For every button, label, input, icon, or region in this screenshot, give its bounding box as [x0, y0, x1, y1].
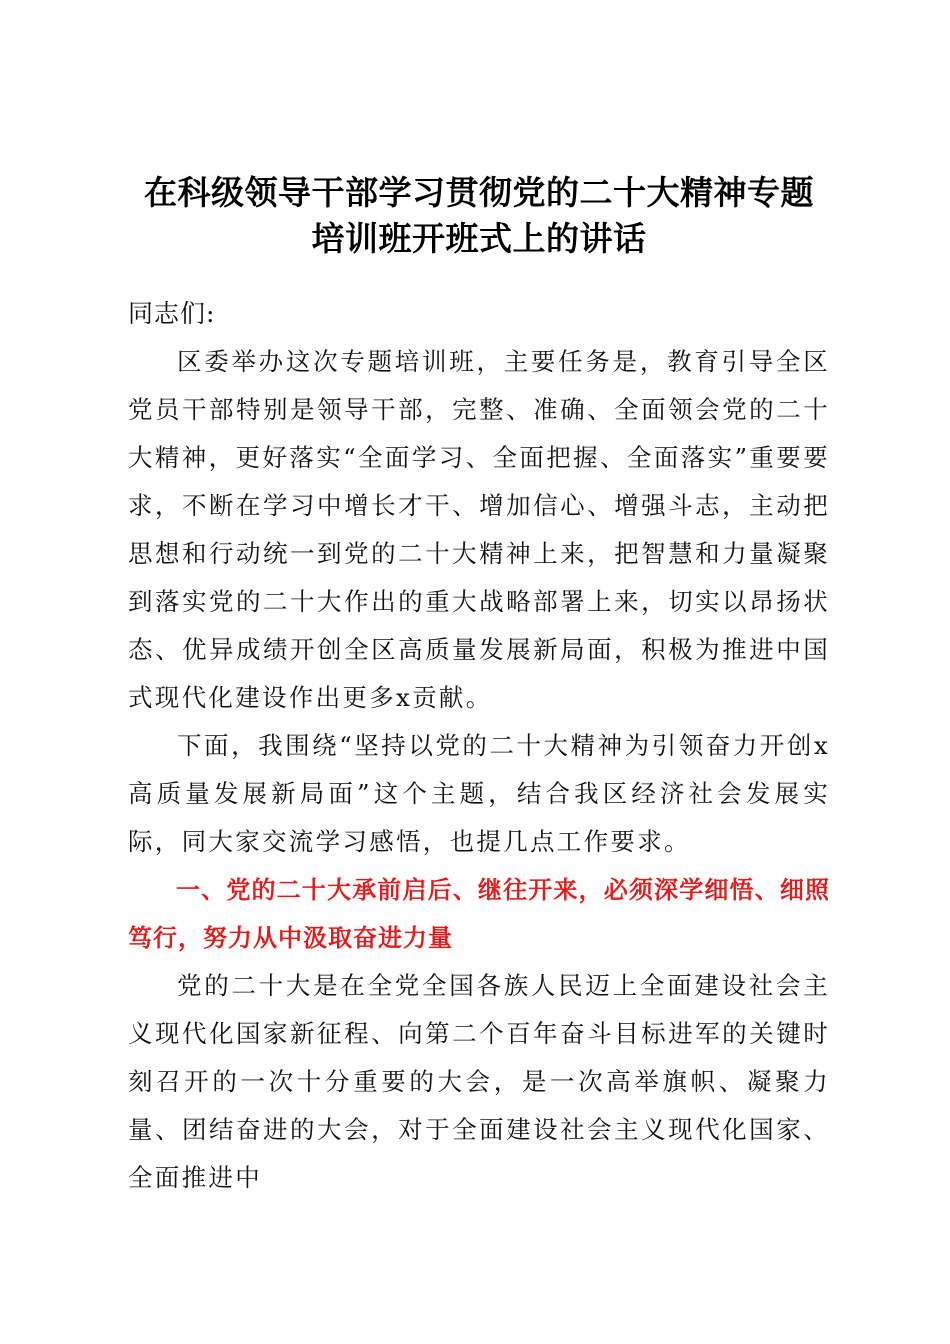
salutation: 同志们: — [128, 299, 216, 328]
document-page — [128, 170, 830, 1202]
title-line-1: 在科级领导干部学习贯彻党的二十大精神专题 — [144, 173, 814, 212]
section-paragraph-1: 党的二十大是在全党全国各族人民迈上全面建设社会主义现代化国家新征程、向第二个百年奋斗目标进军的关键时刻召开的一次十分重要的大会，是一次高举旗帜、凝聚力量、团结奋进的大会，对于全面建设社会主义现代化国家、全面推进中 — [128, 971, 830, 1192]
document-title — [128, 170, 830, 262]
body-paragraph-1: 区委举办这次专题培训班，主要任务是，教育引导全区党员干部特别是领导干部，完整、准确、全面领会党的二十大精神，更好落实“全面学习、全面把握、全面落实”重要要求，不断在学习中增长才干、增加信心、增强斗志，主动把思想和行动统一到党的二十大精神上来，把智慧和力量凝聚到落实党的二十大作出的重大战略部署上来，切实以昂扬状态、优异成绩开创全区高质量发展新局面，积极为推进中国式现代化建设作出更多x贡献。 — [128, 347, 830, 712]
body-paragraph-2: 下面，我围绕“坚持以党的二十大精神为引领奋力开创x高质量发展新局面”这个主题，结合我区经济社会发展实际，同大家交流学习感悟，也提几点工作要求。 — [128, 731, 830, 856]
section-heading-1: 一、党的二十大承前启后、继往开来，必须深学细悟、细照笃行，努力从中汲取奋进力量 — [128, 876, 830, 952]
title-line-2: 培训班开班式上的讲话 — [311, 219, 647, 258]
